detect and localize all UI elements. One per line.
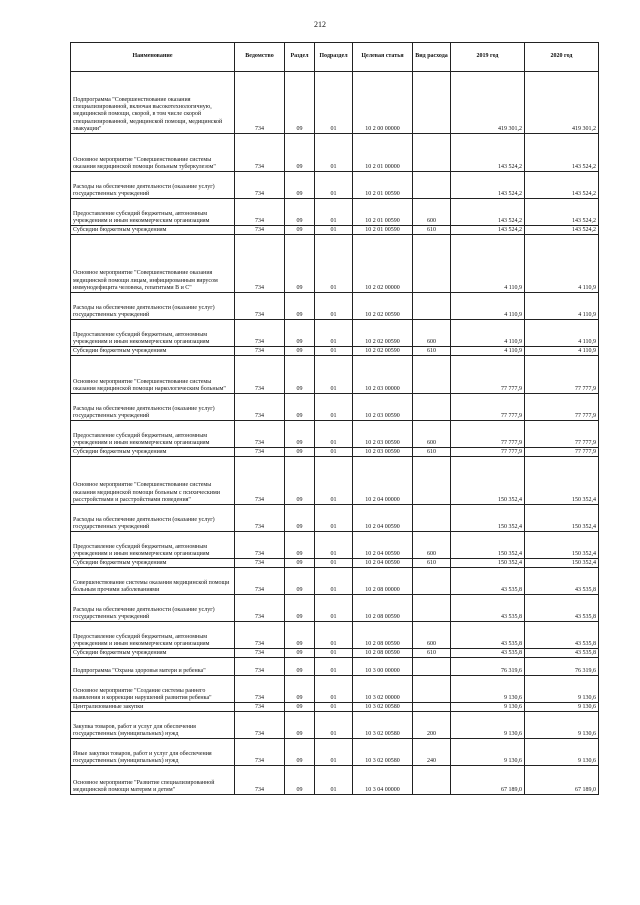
cell-2019: 419 301,2 [451,72,525,134]
cell-expense-type: 610 [413,226,451,235]
cell-razdel: 09 [285,448,315,457]
cell-expense-type [413,457,451,505]
cell-name: Основное мероприятие "Совершенствование оказания медицинской помощи лицам, инфицированным вирусом иммунодефицита человека, гепатитами В и С" [71,235,235,293]
cell-razdel: 09 [285,595,315,622]
cell-expense-type [413,356,451,394]
cell-target-article: 10 3 02 00000 [353,676,413,703]
cell-razdel: 09 [285,658,315,676]
cell-expense-type [413,703,451,712]
table-row [71,235,599,293]
cell-2020: 43 535,8 [525,649,599,658]
cell-expense-type [413,505,451,532]
table-row [71,712,599,739]
cell-razdel: 09 [285,766,315,795]
table-row [71,658,599,676]
table-row [71,226,599,235]
cell-vedomstvo: 734 [235,559,285,568]
cell-target-article: 10 2 01 00590 [353,172,413,199]
cell-target-article: 10 2 04 00590 [353,532,413,559]
cell-name: Предоставление субсидий бюджетным, автономным учреждениям и иным некоммерческим организациям [71,320,235,347]
cell-podrazdel: 01 [315,595,353,622]
cell-razdel: 09 [285,394,315,421]
budget-table [70,42,599,795]
cell-vedomstvo: 734 [235,448,285,457]
cell-name: Предоставление субсидий бюджетным, автономным учреждениям и иным некоммерческим организациям [71,532,235,559]
table-row [71,347,599,356]
cell-name: Основное мероприятие "Совершенствование системы оказания медицинской помощи наркологическим больным" [71,356,235,394]
cell-razdel: 09 [285,703,315,712]
cell-target-article: 10 2 08 00590 [353,649,413,658]
cell-2020: 150 352,4 [525,505,599,532]
cell-2019: 143 524,2 [451,134,525,172]
cell-expense-type [413,172,451,199]
cell-target-article: 10 2 01 00000 [353,134,413,172]
cell-podrazdel: 01 [315,457,353,505]
cell-2019: 150 352,4 [451,457,525,505]
cell-vedomstvo: 734 [235,134,285,172]
cell-2020: 77 777,9 [525,421,599,448]
cell-podrazdel: 01 [315,739,353,766]
table-row [71,595,599,622]
cell-2020: 150 352,4 [525,532,599,559]
cell-name: Субсидии бюджетным учреждениям [71,347,235,356]
cell-vedomstvo: 734 [235,739,285,766]
cell-vedomstvo: 734 [235,421,285,448]
table-row [71,676,599,703]
table-row [71,320,599,347]
table-row [71,649,599,658]
header-podrazdel: Подраздел [315,43,353,72]
cell-podrazdel: 01 [315,649,353,658]
cell-target-article: 10 2 03 00590 [353,394,413,421]
cell-expense-type [413,595,451,622]
cell-expense-type [413,766,451,795]
cell-expense-type: 600 [413,320,451,347]
cell-target-article: 10 2 01 00590 [353,226,413,235]
cell-2020: 77 777,9 [525,448,599,457]
cell-expense-type [413,676,451,703]
header-vedomstvo: Ведомство [235,43,285,72]
cell-name: Субсидии бюджетным учреждениям [71,448,235,457]
table-body [71,72,599,795]
cell-name: Основное мероприятие "Создание системы раннего выявления и коррекции нарушений развития ребенка" [71,676,235,703]
cell-vedomstvo: 734 [235,766,285,795]
cell-expense-type [413,293,451,320]
cell-2020: 9 130,6 [525,739,599,766]
cell-name: Основное мероприятие "Совершенствование системы оказания медицинской помощи больным с психическими расстройствами и расстройствами поведения" [71,457,235,505]
cell-name: Подпрограмма "Охрана здоровья матери и ребенка" [71,658,235,676]
cell-2019: 4 110,9 [451,320,525,347]
cell-name: Расходы на обеспечение деятельности (оказание услуг) государственных учреждений [71,293,235,320]
cell-podrazdel: 01 [315,347,353,356]
cell-razdel: 09 [285,676,315,703]
cell-2019: 43 535,8 [451,622,525,649]
cell-target-article: 10 2 03 00590 [353,448,413,457]
cell-target-article: 10 3 02 00580 [353,712,413,739]
cell-name: Расходы на обеспечение деятельности (оказание услуг) государственных учреждений [71,505,235,532]
cell-2019: 77 777,9 [451,356,525,394]
cell-vedomstvo: 734 [235,649,285,658]
cell-2019: 43 535,8 [451,649,525,658]
cell-expense-type: 610 [413,448,451,457]
table-row [71,134,599,172]
cell-expense-type: 600 [413,421,451,448]
header-target-article: Целевая статья [353,43,413,72]
cell-2019: 77 777,9 [451,448,525,457]
table-row [71,199,599,226]
cell-vedomstvo: 734 [235,532,285,559]
cell-vedomstvo: 734 [235,394,285,421]
cell-name: Расходы на обеспечение деятельности (оказание услуг) государственных учреждений [71,595,235,622]
cell-target-article: 10 2 04 00590 [353,559,413,568]
cell-2020: 4 110,9 [525,347,599,356]
table-row [71,766,599,795]
cell-2019: 43 535,8 [451,568,525,595]
cell-2020: 43 535,8 [525,568,599,595]
cell-name: Подпрограмма "Совершенствование оказания специализированной, включая высокотехнологичную, медицинской помощи, скорой, в том числе скорой специализированной, медицинской помощи, медицинской эвакуации" [71,72,235,134]
cell-razdel: 09 [285,457,315,505]
cell-razdel: 09 [285,421,315,448]
cell-razdel: 09 [285,134,315,172]
cell-2020: 4 110,9 [525,293,599,320]
cell-2019: 77 777,9 [451,421,525,448]
cell-2019: 150 352,4 [451,532,525,559]
cell-2020: 143 524,2 [525,199,599,226]
cell-2020: 150 352,4 [525,559,599,568]
cell-target-article: 10 2 08 00000 [353,568,413,595]
cell-name: Иные закупки товаров, работ и услуг для обеспечения государственных (муниципальных) нужд [71,739,235,766]
header-name: Наименование [71,43,235,72]
cell-vedomstvo: 734 [235,199,285,226]
header-2019: 2019 год [451,43,525,72]
cell-2020: 150 352,4 [525,457,599,505]
cell-razdel: 09 [285,568,315,595]
cell-name: Предоставление субсидий бюджетным, автономным учреждениям и иным некоммерческим организациям [71,622,235,649]
cell-razdel: 09 [285,172,315,199]
cell-podrazdel: 01 [315,622,353,649]
cell-name: Расходы на обеспечение деятельности (оказание услуг) государственных учреждений [71,172,235,199]
cell-2020: 9 130,6 [525,703,599,712]
cell-podrazdel: 01 [315,172,353,199]
cell-2020: 67 189,0 [525,766,599,795]
cell-name: Субсидии бюджетным учреждениям [71,559,235,568]
cell-2019: 77 777,9 [451,394,525,421]
table-row [71,356,599,394]
cell-vedomstvo: 734 [235,235,285,293]
cell-2020: 9 130,6 [525,712,599,739]
cell-vedomstvo: 734 [235,226,285,235]
cell-expense-type [413,394,451,421]
cell-2019: 143 524,2 [451,172,525,199]
cell-target-article: 10 3 04 00000 [353,766,413,795]
cell-expense-type [413,658,451,676]
cell-vedomstvo: 734 [235,293,285,320]
cell-podrazdel: 01 [315,72,353,134]
cell-2020: 143 524,2 [525,172,599,199]
cell-podrazdel: 01 [315,356,353,394]
cell-podrazdel: 01 [315,703,353,712]
cell-razdel: 09 [285,235,315,293]
cell-2019: 9 130,6 [451,703,525,712]
cell-expense-type: 600 [413,532,451,559]
cell-podrazdel: 01 [315,568,353,595]
cell-2019: 4 110,9 [451,347,525,356]
cell-2019: 9 130,6 [451,676,525,703]
cell-expense-type [413,235,451,293]
cell-expense-type: 200 [413,712,451,739]
cell-podrazdel: 01 [315,676,353,703]
cell-expense-type [413,568,451,595]
cell-vedomstvo: 734 [235,457,285,505]
cell-vedomstvo: 734 [235,676,285,703]
cell-razdel: 09 [285,356,315,394]
cell-vedomstvo: 734 [235,595,285,622]
cell-name: Предоставление субсидий бюджетным, автономным учреждениям и иным некоммерческим организациям [71,421,235,448]
table-row [71,532,599,559]
cell-target-article: 10 3 00 00000 [353,658,413,676]
cell-target-article: 10 2 04 00590 [353,505,413,532]
cell-target-article: 10 2 04 00000 [353,457,413,505]
cell-expense-type [413,134,451,172]
cell-2019: 67 189,0 [451,766,525,795]
cell-vedomstvo: 734 [235,505,285,532]
cell-vedomstvo: 734 [235,72,285,134]
header-expense-type: Вид расхода [413,43,451,72]
cell-vedomstvo: 734 [235,703,285,712]
table-row [71,72,599,134]
table-row [71,568,599,595]
cell-expense-type: 610 [413,559,451,568]
cell-razdel: 09 [285,347,315,356]
cell-name: Расходы на обеспечение деятельности (оказание услуг) государственных учреждений [71,394,235,421]
cell-podrazdel: 01 [315,658,353,676]
cell-podrazdel: 01 [315,320,353,347]
cell-target-article: 10 2 02 00590 [353,293,413,320]
table-row [71,394,599,421]
cell-podrazdel: 01 [315,505,353,532]
cell-razdel: 09 [285,559,315,568]
cell-2019: 4 110,9 [451,235,525,293]
cell-razdel: 09 [285,622,315,649]
table-row [71,421,599,448]
cell-2019: 143 524,2 [451,199,525,226]
cell-podrazdel: 01 [315,448,353,457]
cell-podrazdel: 01 [315,559,353,568]
cell-2019: 9 130,6 [451,739,525,766]
table-row [71,457,599,505]
cell-name: Совершенствование системы оказания медицинской помощи больным прочими заболеваниями [71,568,235,595]
cell-name: Предоставление субсидий бюджетным, автономным учреждениям и иным некоммерческим организациям [71,199,235,226]
cell-target-article: 10 2 02 00000 [353,235,413,293]
cell-vedomstvo: 734 [235,320,285,347]
cell-expense-type: 600 [413,199,451,226]
table-row [71,448,599,457]
cell-expense-type: 600 [413,622,451,649]
cell-expense-type: 610 [413,649,451,658]
cell-target-article: 10 2 02 00590 [353,347,413,356]
cell-razdel: 09 [285,739,315,766]
cell-2020: 4 110,9 [525,320,599,347]
cell-name: Закупка товаров, работ и услуг для обеспечения государственных (муниципальных) нужд [71,712,235,739]
cell-podrazdel: 01 [315,766,353,795]
cell-razdel: 09 [285,532,315,559]
cell-2020: 4 110,9 [525,235,599,293]
cell-expense-type [413,72,451,134]
cell-expense-type: 610 [413,347,451,356]
cell-2020: 9 130,6 [525,676,599,703]
cell-2020: 43 535,8 [525,595,599,622]
cell-razdel: 09 [285,712,315,739]
cell-podrazdel: 01 [315,293,353,320]
cell-2019: 143 524,2 [451,226,525,235]
cell-name: Основное мероприятие "Развитие специализированной медицинской помощи матерям и детям" [71,766,235,795]
table-row [71,293,599,320]
cell-razdel: 09 [285,649,315,658]
table-row [71,172,599,199]
cell-podrazdel: 01 [315,394,353,421]
table-row [71,739,599,766]
cell-vedomstvo: 734 [235,658,285,676]
cell-expense-type: 240 [413,739,451,766]
cell-podrazdel: 01 [315,235,353,293]
cell-razdel: 09 [285,320,315,347]
cell-vedomstvo: 734 [235,712,285,739]
table-row [71,559,599,568]
cell-podrazdel: 01 [315,421,353,448]
cell-vedomstvo: 734 [235,568,285,595]
header-2020: 2020 год [525,43,599,72]
cell-target-article: 10 2 03 00590 [353,421,413,448]
table-header-row [71,43,599,72]
cell-2020: 419 301,2 [525,72,599,134]
header-razdel: Раздел [285,43,315,72]
cell-name: Основное мероприятие "Совершенствование системы оказания медицинской помощи больным туберкулезом" [71,134,235,172]
cell-name: Централизованные закупки [71,703,235,712]
cell-2019: 150 352,4 [451,505,525,532]
cell-2020: 77 777,9 [525,356,599,394]
table-row [71,622,599,649]
cell-razdel: 09 [285,72,315,134]
cell-razdel: 09 [285,226,315,235]
cell-target-article: 10 3 02 00580 [353,703,413,712]
cell-podrazdel: 01 [315,226,353,235]
cell-podrazdel: 01 [315,712,353,739]
cell-2019: 4 110,9 [451,293,525,320]
cell-podrazdel: 01 [315,134,353,172]
cell-razdel: 09 [285,505,315,532]
page-number: 212 [314,20,326,29]
cell-target-article: 10 2 00 00000 [353,72,413,134]
cell-razdel: 09 [285,199,315,226]
cell-target-article: 10 2 01 00590 [353,199,413,226]
table-row [71,703,599,712]
cell-vedomstvo: 734 [235,356,285,394]
cell-name: Субсидии бюджетным учреждениям [71,226,235,235]
table-row [71,505,599,532]
cell-2020: 76 319,6 [525,658,599,676]
cell-vedomstvo: 734 [235,172,285,199]
cell-target-article: 10 2 08 00590 [353,622,413,649]
cell-vedomstvo: 734 [235,347,285,356]
cell-2020: 77 777,9 [525,394,599,421]
cell-2019: 150 352,4 [451,559,525,568]
cell-razdel: 09 [285,293,315,320]
cell-2020: 43 535,8 [525,622,599,649]
cell-2019: 9 130,6 [451,712,525,739]
cell-target-article: 10 2 08 00590 [353,595,413,622]
cell-2020: 143 524,2 [525,226,599,235]
cell-2019: 43 535,8 [451,595,525,622]
cell-target-article: 10 2 02 00590 [353,320,413,347]
cell-target-article: 10 2 03 00000 [353,356,413,394]
cell-podrazdel: 01 [315,199,353,226]
cell-vedomstvo: 734 [235,622,285,649]
cell-2019: 76 319,6 [451,658,525,676]
cell-target-article: 10 3 02 00580 [353,739,413,766]
cell-podrazdel: 01 [315,532,353,559]
cell-2020: 143 524,2 [525,134,599,172]
cell-name: Субсидии бюджетным учреждениям [71,649,235,658]
